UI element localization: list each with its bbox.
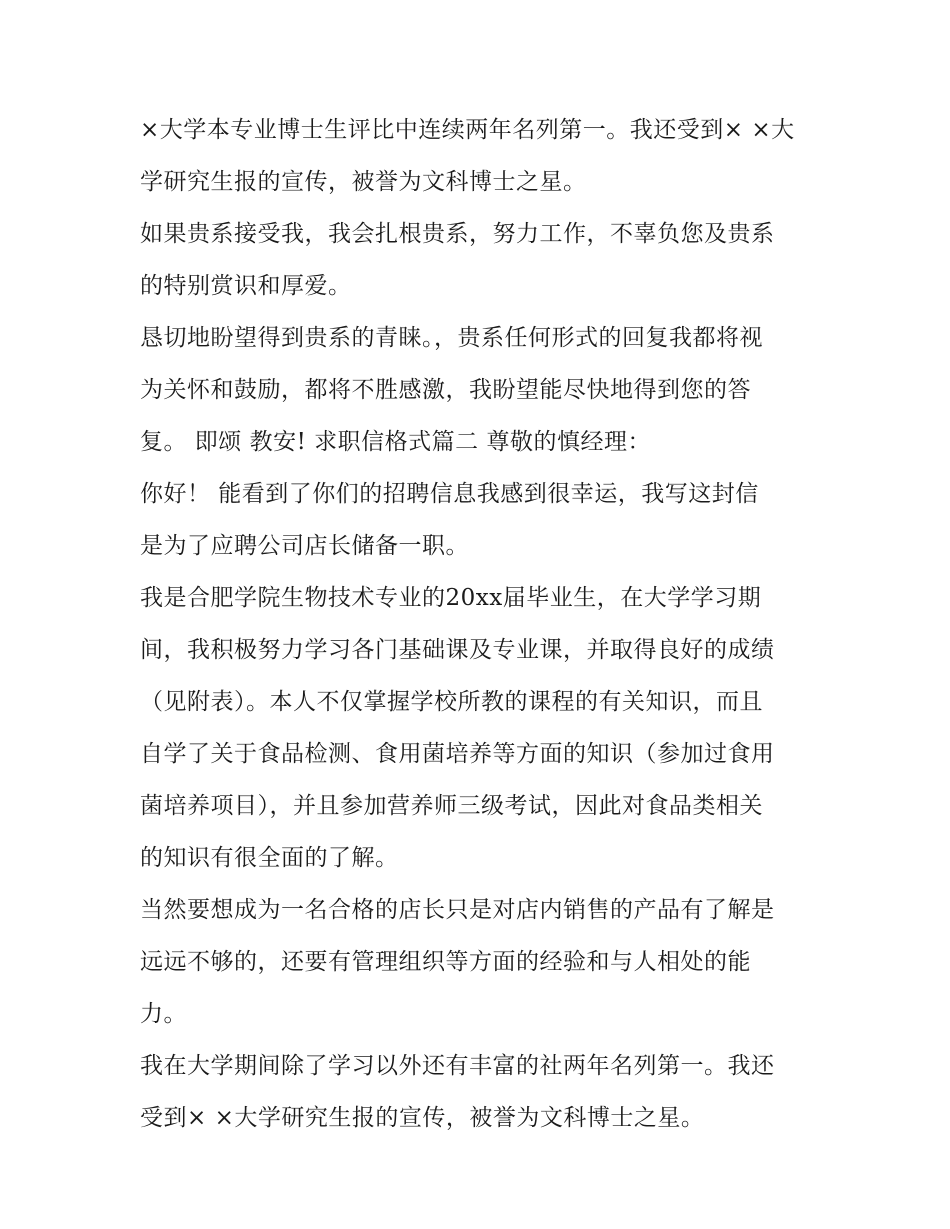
text-line: 力。 (140, 1001, 187, 1027)
text-line: 如果贵系接受我，我会扎根贵系，努力工作，不辜负您及贵系 (140, 221, 775, 247)
text-line: 学研究生报的宣传，被誉为文科博士之星。 (140, 169, 587, 195)
text-line: 我是合肥学院生物技术专业的20xx届毕业生，在大学学习期 (140, 585, 762, 611)
text-line: 自学了关于食品检测、食用菌培养等方面的知识（参加过食用 (140, 741, 775, 767)
document-body (140, 104, 820, 1144)
text-line: ×大学本专业博士生评比中连续两年名列第一。我还受到× ×大 (140, 117, 795, 143)
text-line: 你好！ 能看到了你们的招聘信息我感到很幸运，我写这封信 (140, 481, 759, 507)
text-line: 恳切地盼望得到贵系的青睐。，贵系任何形式的回复我都将视 (140, 325, 763, 351)
text-line: （见附表）。本人不仅掌握学校所教的课程的有关知识，而且 (140, 689, 763, 715)
text-line: 菌培养项目），并且参加营养师三级考试，因此对食品类相关 (140, 793, 763, 819)
text-line: 当然要想成为一名合格的店长只是对店内销售的产品有了解是 (140, 897, 775, 923)
text-line: 的特别赏识和厚爱。 (140, 273, 352, 299)
text-line: 的知识有很全面的了解。 (140, 845, 399, 871)
text-line: 复。 即颂 教安! 求职信格式篇二 尊敬的慎经理： (140, 429, 651, 455)
text-line: 为关怀和鼓励，都将不胜感激，我盼望能尽快地得到您的答 (140, 377, 751, 403)
text-line: 远远不够的，还要有管理组织等方面的经验和与人相处的能 (140, 949, 751, 975)
text-line: 是为了应聘公司店长储备一职。 (140, 533, 469, 559)
text-line: 受到× ×大学研究生报的宣传，被誉为文科博士之星。 (140, 1105, 705, 1131)
text-line: 我在大学期间除了学习以外还有丰富的社两年名列第一。我还 (140, 1053, 775, 1079)
text-line: 间，我积极努力学习各门基础课及专业课，并取得良好的成绩 (140, 637, 775, 663)
